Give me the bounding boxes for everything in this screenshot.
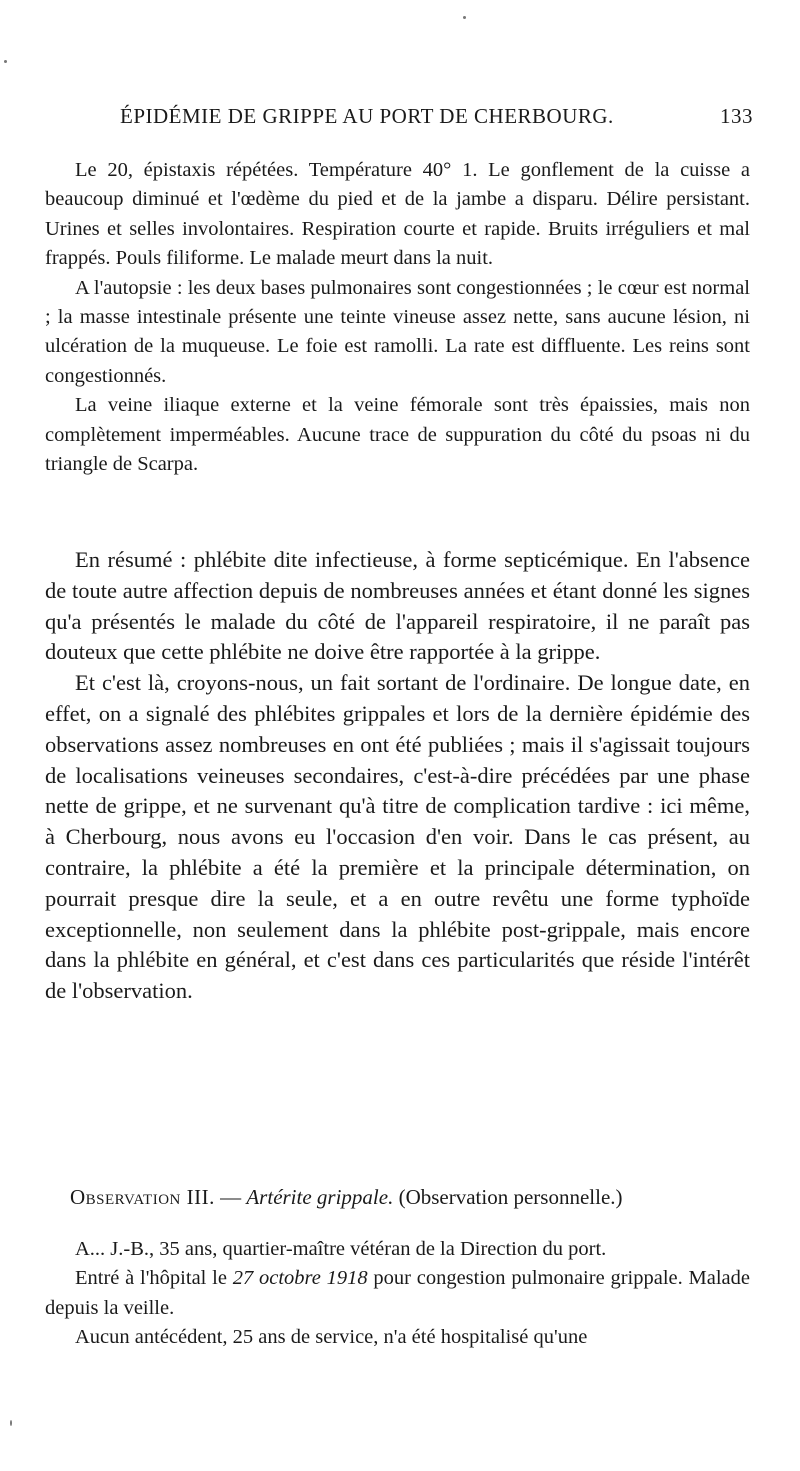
- observation-body: [45, 1235, 750, 1353]
- paragraph-summary: En résumé : phlébite dite infectieuse, à forme septicémique. En l'absence de toute autre affection depuis de nombreuses années et étant donné les signes qu'a présentés le malade du côté de l'appareil respiratoire, il ne paraît pas douteux que cette phlébite ne doive être rapportée à la grippe.: [45, 547, 750, 665]
- admission-date: 27 octobre 1918: [232, 1267, 368, 1290]
- observation-dash: —: [214, 1185, 247, 1209]
- observation-heading: [70, 1185, 623, 1210]
- paper-speck: [4, 60, 7, 63]
- observation-label: Observation III.: [70, 1185, 215, 1209]
- admission-text-start: Entré à l'hôpital le: [75, 1267, 233, 1290]
- paragraph-history: Aucun antécédent, 25 ans de service, n'a été hospitalisé qu'une: [75, 1326, 588, 1349]
- paragraph-patient: A... J.-B., 35 ans, quartier-maître vétéran de la Direction du port.: [75, 1238, 607, 1260]
- observation-source: (Observation personnelle.): [393, 1185, 623, 1209]
- paragraph-day-20: Le 20, épistaxis répétées. Température 40° 1. Le gonflement de la cuisse a beaucoup diminué et l'œdème du pied et de la jambe a disparu. Délire persistant. Urines et selles involontaires. Respiration courte et rapide. Bruits irréguliers et mal frappés. Pouls filiforme. Le malade meurt dans la nuit.: [45, 159, 750, 270]
- observation-title: Artérite grippale.: [246, 1185, 394, 1209]
- clinical-notes: [45, 156, 750, 479]
- paragraph-discussion: Et c'est là, croyons-nous, un fait sortant de l'ordinaire. De longue date, en effet, on a signalé des phlébites grippales et lors de la dernière épidémie des observations assez nombreuses en ont été publiées ; mais il s'agissait toujours de localisations veineuses secondaires, c'est-à-dire précédées par une phase nette de grippe, et ne survenant qu'à titre de complication tardive : ici même, à Cherbourg, nous avons eu l'occasion d'en voir. Dans le cas présent, au contraire, la phlébite a été la première et la principale détermination, on pourrait presque dire la seule, et a en outre revêtu une forme typhoïde exceptionnelle, non seulement dans la phlébite post-grippale, mais encore dans la phlébite en général, et c'est dans ces particularités que réside l'intérêt de l'observation.: [45, 670, 750, 1004]
- paragraph-admission: [45, 1264, 750, 1323]
- page-number: 133: [720, 104, 753, 128]
- paper-speck: [10, 1420, 12, 1426]
- commentary: [45, 545, 750, 1007]
- book-page: [40, 0, 755, 1471]
- running-title: ÉPIDÉMIE DE GRIPPE AU PORT DE CHERBOURG.: [120, 104, 614, 128]
- paragraph-autopsy: A l'autopsie : les deux bases pulmonaires sont congestionnées ; le cœur est normal ; la masse intestinale présente une teinte vineuse assez nette, sans aucune lésion, ni ulcération de la muqueuse. Le foie est ramolli. La rate est diffluente. Les reins sont congestionnés.: [45, 276, 750, 387]
- paper-speck: [463, 16, 466, 19]
- running-header: [40, 104, 755, 134]
- paragraph-veins: La veine iliaque externe et la veine fémorale sont très épaissies, mais non complètement imperméables. Aucune trace de suppuration du côté du psoas ni du triangle de Scarpa.: [45, 394, 750, 476]
- admission-text-end: pour congestion pulmonaire grippale. Malade depuis la veille.: [45, 1267, 750, 1319]
